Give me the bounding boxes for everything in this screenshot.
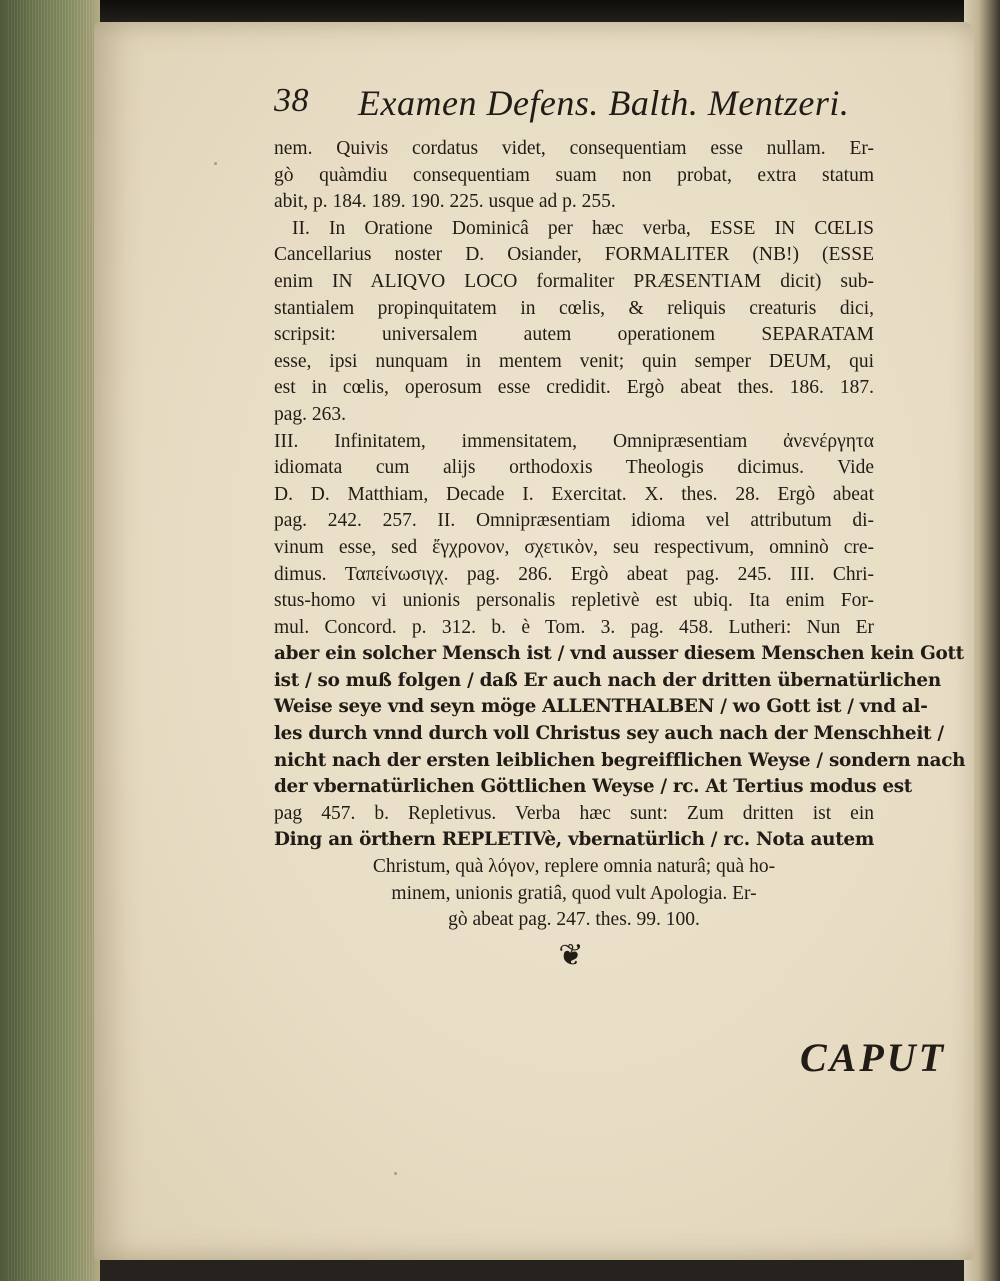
- text-line: esse, ipsi nunquam in mentem venit; quin semper DEUM, qui: [274, 350, 874, 372]
- closing-paragraph: [274, 854, 874, 934]
- book-page: [94, 22, 974, 1260]
- text-line: dimus. Ταπείνωσιγχ. pag. 286. Ergò abeat pag. 245. III. Chri-: [274, 563, 874, 585]
- text-line: pag 457. b. Repletivus. Verba hæc sunt: Zum dritten ist ein: [274, 802, 874, 824]
- text-line: ist / so muß folgen / daß Er auch nach der dritten übernatürlichen: [274, 669, 941, 691]
- text-line: nicht nach der ersten leiblichen begreifflichen Weyse / sondern nach: [274, 749, 966, 771]
- paper-blemish: [854, 522, 857, 525]
- text-line: III. Infinitatem, immensitatem, Omnipræsentiam ἀνενέργητα: [274, 430, 874, 452]
- paper-blemish: [214, 162, 217, 165]
- text-line: Ding an örthern REPLETIVè, vbernatürlich / rc. Nota autem: [274, 829, 874, 851]
- book-spine-pages: [0, 0, 100, 1281]
- text-line: nem. Quivis cordatus videt, consequentiam esse nullam. Er-: [274, 138, 874, 159]
- closing-line: Christum, quà λόγον, replere omnia naturâ; quà ho-: [372, 856, 776, 878]
- text-line: aber ein solcher Mensch ist / vnd ausser diesem Menschen kein Gott: [274, 643, 964, 665]
- text-line: stantialem propinquitatem in cœlis, & reliquis creaturis dici,: [274, 297, 874, 319]
- closing-line: gò abeat pag. 247. thes. 99. 100.: [448, 909, 700, 931]
- text-line: les durch vnnd durch voll Christus sey auch nach der Menschheit /: [274, 723, 944, 745]
- paper-blemish: [394, 1172, 397, 1175]
- text-line: vinum esse, sed ἔγχρονον, σχετικὸν, seu respectivum, omninò cre-: [274, 536, 874, 558]
- running-head: Examen Defens. Balth. Mentzeri.: [358, 83, 850, 123]
- catchword: CAPUT: [800, 1035, 947, 1080]
- text-line: mul. Concord. p. 312. b. è Tom. 3. pag. 458. Lutheri: Nun Er: [274, 616, 874, 638]
- ornament-fleuron: ❦: [558, 938, 584, 973]
- text-line: scripsit: universalem autem operationem SEPARATAM: [274, 324, 874, 346]
- text-line: est in cœlis, operosum esse credidit. Ergò abeat thes. 186. 187.: [274, 377, 874, 399]
- text-line: der vbernatürlichen Göttlichen Weyse / rc. At Tertius modus est: [274, 776, 913, 798]
- closing-line: minem, unionis gratiâ, quod vult Apologia. Er-: [391, 882, 757, 904]
- text-line: gò quàmdiu consequentiam suam non probat, extra statum: [274, 164, 874, 186]
- body-text: [274, 136, 966, 934]
- text-line: enim IN ALIQVO LOCO formaliter PRÆSENTIAM dicit) sub-: [274, 270, 874, 292]
- page-number: 38: [274, 82, 309, 119]
- text-line: pag. 263.: [274, 403, 347, 425]
- text-line: stus-homo vi unionis personalis repletivè est ubiq. Ita enim For-: [274, 590, 874, 612]
- text-line: abit, p. 184. 189. 190. 225. usque ad p. 255.: [274, 191, 616, 213]
- text-line: Cancellarius noster D. Osiander, FORMALITER (NB!) (ESSE: [274, 244, 874, 266]
- text-line: pag. 242. 257. II. Omnipræsentiam idioma vel attributum di-: [274, 510, 874, 532]
- page-header: [274, 74, 874, 136]
- text-line: D. D. Matthiam, Decade I. Exercitat. X. thes. 28. Ergò abeat: [274, 483, 874, 505]
- text-line: Weise seye vnd seyn möge ALLENTHALBEN / wo Gott ist / vnd al-: [274, 696, 928, 718]
- text-line: II. In Oratione Dominicâ per hæc verba, ESSE IN CŒLIS: [292, 217, 874, 239]
- text-line: idiomata cum alijs orthodoxis Theologis dicimus. Vide: [274, 457, 874, 479]
- page-content: [274, 74, 966, 1080]
